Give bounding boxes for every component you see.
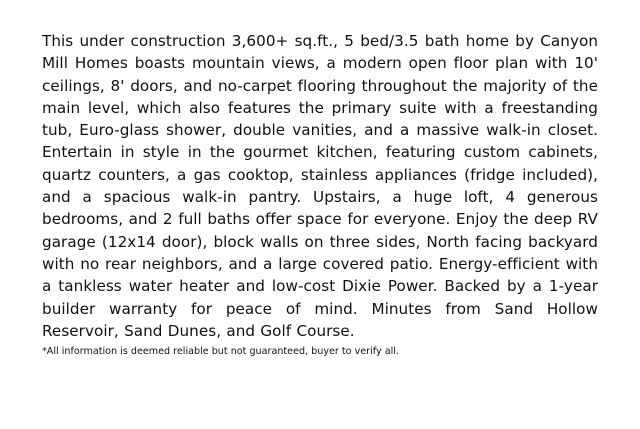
listing-disclaimer: *All information is deemed reliable but not guaranteed, buyer to verify all.	[42, 346, 399, 358]
listing-description: This under construction 3,600+ sq.ft., 5 bed/3.5 bath home by Canyon Mill Homes boasts mountain views, a modern open floor plan with 10' ceilings, 8' doors, and no-carpet flooring throughout the majority of the main level, which also features the primary suite with a freestanding tub, Euro-glass shower, double vanities, and a massive walk-in closet. Entertain in style in the gourmet kitchen, featuring custom cabinets, quartz counters, a gas cooktop, stainless appliances (fridge included), and a spacious walk-in pantry. Upstairs, a huge loft, 4 generous bedrooms, and 2 full baths offer space for everyone. Enjoy the deep RV garage (12x14 door), block walls on three sides, North facing backyard with no rear neighbors, and a large covered patio. Energy-efficient with a tankless water heater and low-cost Dixie Power. Backed by a 1-year builder warranty for peace of mind. Minutes from Sand Hollow Reservoir, Sand Dunes, and Golf Course.	[42, 32, 598, 340]
